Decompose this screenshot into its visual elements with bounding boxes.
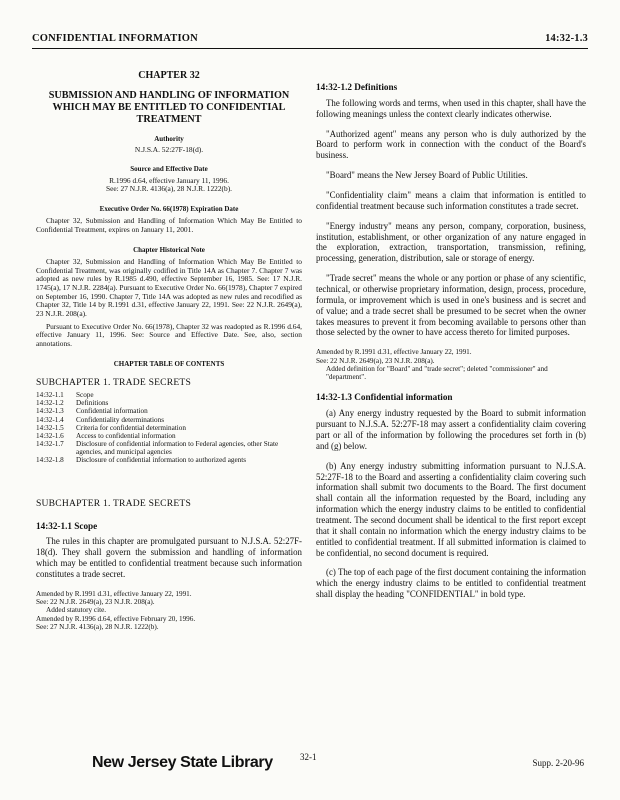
- section-1-1-heading: 14:32-1.1 Scope: [36, 520, 98, 531]
- eo-text: Chapter 32, Submission and Handling of Information Which May Be Entitled to Confidential Treatment, expires on January 11, 2001.: [36, 216, 302, 235]
- right-column: [316, 62, 586, 600]
- toc-heading: CHAPTER TABLE OF CONTENTS: [113, 359, 225, 368]
- toc-list: [36, 391, 302, 464]
- section-1-3-b: (b) Any energy industry submitting information pursuant to N.J.S.A. 52:27F-18 to the Board and asserting a confidentiality claim covering such information shall submit two documents to the Board. The first document shall contain all the information requested by the Board, including any information which the energy industry claims to be entitled to confidential treatment. The second document shall be identical to the first report except that it shall contain no information which the energy industry claims to be entitled to confidential treatment. If all submitted information is claimed to be confidential, no second document is required.: [316, 460, 586, 558]
- history-heading: Chapter Historical Note: [133, 245, 205, 254]
- running-header: [32, 33, 588, 47]
- definition-confidentiality-claim: "Confidentiality claim" means a claim that information is entitled to confidential treatment because such information constitutes a trade secret.: [316, 190, 586, 211]
- definition-board: "Board" means the New Jersey Board of Public Utilities.: [326, 170, 528, 181]
- definitions-intro: The following words and terms, when used in this chapter, shall have the following meanings unless the context clearly indicates otherwise.: [316, 97, 586, 119]
- source-line-1: R.1996 d.64, effective January 11, 1996.: [109, 175, 229, 185]
- section-1-1-history: Amended by R.1991 d.31, effective January 22, 1991. See: 22 N.J.R. 2649(a), 23 N.J.R. 208(a). Added statutory cite. Amended by R.1996 d.64, effective February 20, 1996. See: 27 N.J.R. 4136(a), 28 N.J.R. 1222(b).: [36, 589, 196, 631]
- chapter-title: SUBMISSION AND HANDLING OF INFORMATION WHICH MAY BE ENTITLED TO CONFIDENTIAL TREATMENT: [48, 89, 290, 126]
- definition-energy-industry: "Energy industry" means any person, company, corporation, business, institution, establishment, or other organization of any nature engaged in the exploration, extraction, transportation, transmission, refining, processing, generation, distribution, sale or storage of energy.: [316, 220, 586, 264]
- source-heading: Source and Effective Date: [130, 165, 208, 174]
- toc-row[interactable]: 14:32-1.8 Disclosure of confidential information to authorized agents: [36, 456, 247, 465]
- supplement-date: Supp. 2-20-96: [532, 758, 584, 768]
- toc-row[interactable]: 14:32-1.3 Confidential information: [36, 407, 148, 416]
- eo-heading: Executive Order No. 66(1978) Expiration Date: [99, 205, 239, 214]
- toc-row[interactable]: 14:32-1.6 Access to confidential information: [36, 431, 176, 440]
- header-section: 14:32-1.3: [545, 33, 588, 44]
- toc-row[interactable]: 14:32-1.1 Scope: [36, 391, 94, 400]
- definition-authorized-agent: "Authorized agent" means any person who is duly authorized by the Board to perform work in connection with the conduct of the Board's business.: [316, 128, 586, 161]
- section-1-3-heading: 14:32-1.3 Confidential information: [316, 392, 453, 403]
- header-title: CONFIDENTIAL INFORMATION: [32, 33, 198, 44]
- toc-row[interactable]: 14:32-1.2 Definitions: [36, 399, 109, 408]
- toc-row[interactable]: 14:32-1.7 Disclosure of confidential information to Federal agencies, other State agencies, and municipal agencies: [36, 439, 279, 457]
- page-footer: [0, 752, 620, 782]
- authority-text: N.J.S.A. 52:27F-18(d).: [134, 144, 204, 154]
- header-rule: [32, 48, 588, 49]
- toc-row[interactable]: 14:32-1.4 Confidentiality determinations: [36, 415, 165, 424]
- section-1-3-a: (a) Any energy industry requested by the Board to submit information pursuant to N.J.S.A. 52:27F-18 may assert a confidentiality claim covering part or all of the information by following the procedures set forth in (b) and (g) below.: [316, 408, 586, 451]
- chapter-number: CHAPTER 32: [138, 70, 200, 81]
- section-1-1-text: The rules in this chapter are promulgated pursuant to N.J.S.A. 52:27F-18(d). They shall govern the submission and handling of information which may be entitled to confidential treatment because such information constitutes a trade secret.: [36, 536, 302, 580]
- toc-subchapter: SUBCHAPTER 1. TRADE SECRETS: [36, 376, 192, 388]
- page-number: 32-1: [300, 752, 317, 762]
- authority-heading: Authority: [154, 134, 184, 143]
- left-column: [36, 62, 302, 631]
- toc-row[interactable]: 14:32-1.5 Criteria for confidential determination: [36, 423, 186, 432]
- section-1-3-c: (c) The top of each page of the first document containing the information which the energy industry claims to be entitled to confidential treatment shall display the heading "CONFIDENTIAL" in bold type.: [316, 567, 586, 600]
- section-1-2-history: Amended by R.1991 d.31, effective January 22, 1991. See: 22 N.J.R. 2649(a), 23 N.J.R. 208(a). Added definition for "Board" and "trade secret"; deleted "commissioner" and "department".: [316, 348, 548, 382]
- source-line-2: See: 27 N.J.R. 4136(a), 28 N.J.R. 1222(b).: [105, 184, 233, 194]
- subchapter-heading: SUBCHAPTER 1. TRADE SECRETS: [36, 498, 192, 510]
- definition-trade-secret: "Trade secret" means the whole or any portion or phase of any scientific, technical, or otherwise proprietary information, design, process, procedure, formula, or improvement which is used in one's business and is secret and of value; and a trade secret shall be presumed to be secret when the owner takes measures to prevent it from becoming available to persons other than those selected by the owner to have access thereto for limited purposes.: [316, 273, 586, 338]
- library-logo: New Jersey State Library: [92, 754, 273, 771]
- section-1-2-heading: 14:32-1.2 Definitions: [316, 82, 398, 92]
- history-text-2: Pursuant to Executive Order No. 66(1978), Chapter 32 was readopted as R.1996 d.64, effective January 11, 1996. See: Source and Effective Date. See, also, section annotations.: [36, 321, 302, 348]
- history-text-1: Chapter 32, Submission and Handling of Information Which May Be Entitled to Confidential Treatment, was originally codified in Title 14A as Chapter 7. Chapter 7 was adopted as new rules by R.1985 d.490, effective September 16, 1985. See: 17 N.J.R. 1745(a), 17 N.J.R. 2284(a). Pursuant to Executive Order No. 66(1978), Chapter 7 expired on September 16, 1990. Chapter 7, Title 14A was adopted as new rules and recodified as Chapter 32, Title 14 by R.1991 d.31, effective January 22, 1991. See: 22 N.J.R. 2649(a), 23 N.J.R. 208(a).: [36, 257, 302, 318]
